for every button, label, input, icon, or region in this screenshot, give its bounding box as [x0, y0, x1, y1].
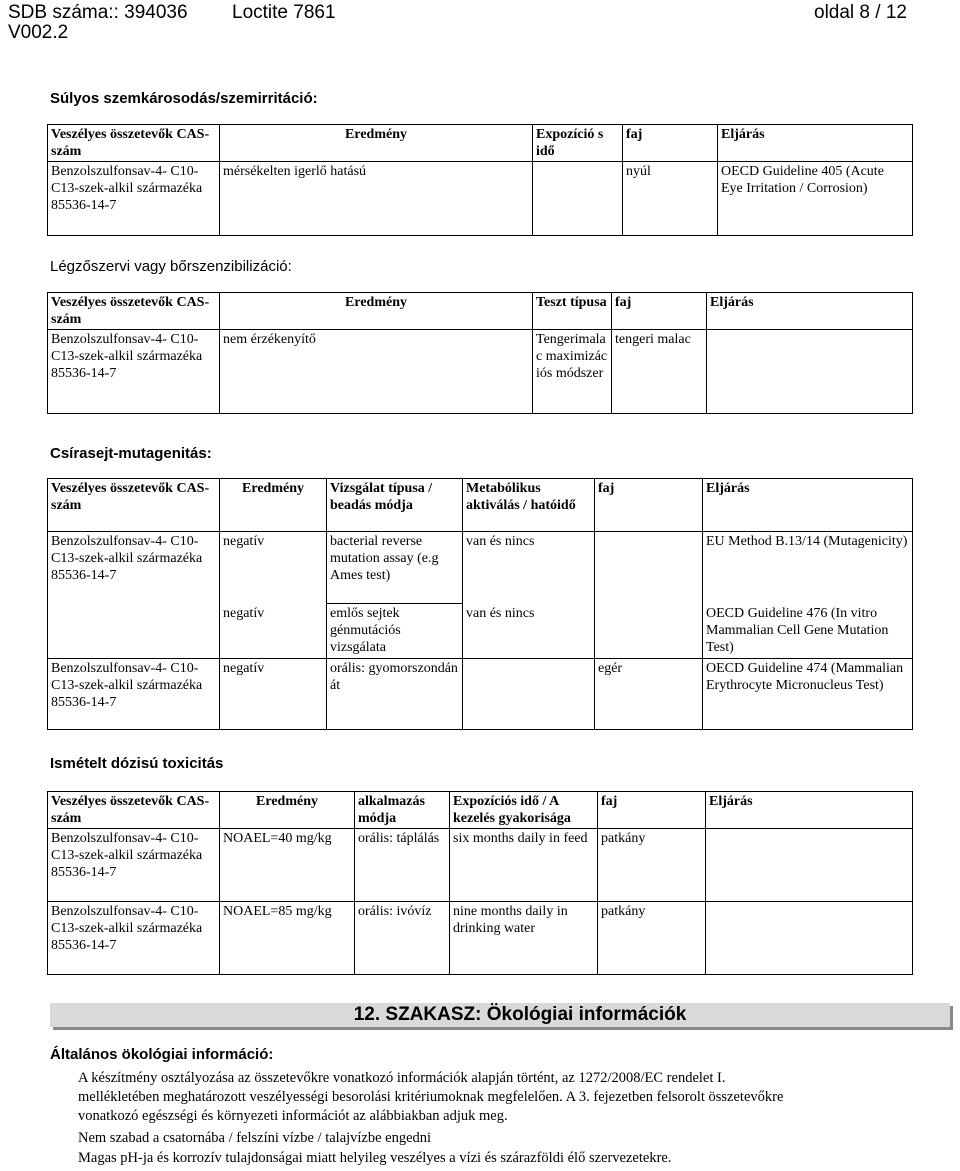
col-header: Eljárás — [718, 125, 913, 162]
result-cell: negatív — [220, 659, 327, 730]
repeated-dose-table — [47, 791, 913, 975]
table-row — [48, 829, 913, 902]
substance-cell: Benzolszulfonsav-4- C10-C13-szek-alkil származéka 85536-14-7 — [48, 532, 220, 604]
method-cell — [707, 330, 913, 414]
table-row — [48, 330, 913, 414]
table-header-row — [48, 125, 913, 162]
substance-cell: Benzolszulfonsav-4- C10-C13-szek-alkil származéka 85536-14-7 — [48, 902, 220, 975]
col-header: Eredmény — [220, 792, 355, 829]
repeated-dose-title: Ismételt dózisú toxicitás — [50, 755, 224, 772]
col-header: Metabólikus aktiválás / hatóidő — [463, 479, 595, 532]
exposure-cell: six months daily in feed — [450, 829, 598, 902]
general-eco-line: mellékletében meghatározott veszélyességi besorolási kritériumoknak megfelelően. A 3. fejezetben felsorolt összetevőkre — [78, 1089, 784, 1105]
method-cell: OECD Guideline 476 (In vitro Mammalian Cell Gene Mutation Test) — [703, 604, 913, 659]
general-eco-line: Nem szabad a csatornába / felszíni vízbe / talajvízbe engedni — [78, 1130, 432, 1146]
col-header: Vizsgálat típusa / beadás módja — [327, 479, 463, 532]
col-header: Eljárás — [706, 792, 913, 829]
col-header: Expozíció s idő — [533, 125, 623, 162]
species-cell: patkány — [598, 829, 706, 902]
test-cell: emlős sejtek génmutációs vizsgálata — [327, 604, 463, 659]
table-header-row — [48, 792, 913, 829]
method-cell — [706, 829, 913, 902]
table-header-row — [48, 479, 913, 532]
version: V002.2 — [8, 22, 69, 43]
substance-cell — [48, 604, 220, 659]
species-cell: tengeri malac — [612, 330, 707, 414]
exposure-cell: nine months daily in drinking water — [450, 902, 598, 975]
test-cell: orális: gyomorszondán át — [327, 659, 463, 730]
col-header: alkalmazás módja — [355, 792, 450, 829]
table-row — [48, 604, 913, 659]
sensitization-title: Légzőszervi vagy bőrszenzibilizáció: — [50, 258, 292, 275]
species-cell — [595, 604, 703, 659]
page-header — [0, 0, 960, 44]
species-cell — [595, 532, 703, 604]
col-header: faj — [612, 293, 707, 330]
section-12-banner — [50, 1003, 950, 1027]
result-cell: NOAEL=85 mg/kg — [220, 902, 355, 975]
result-cell: NOAEL=40 mg/kg — [220, 829, 355, 902]
substance-cell: Benzolszulfonsav-4- C10-C13-szek-alkil származéka 85536-14-7 — [48, 829, 220, 902]
table-row — [48, 162, 913, 236]
species-cell: nyúl — [623, 162, 718, 236]
col-header: Eredmény — [220, 293, 533, 330]
substance-cell: Benzolszulfonsav-4- C10-C13-szek-alkil származéka 85536-14-7 — [48, 162, 220, 236]
eye-irritation-title: Súlyos szemkárosodás/szemirritáció: — [50, 90, 318, 107]
species-cell: patkány — [598, 902, 706, 975]
result-cell: nem érzékenyítő — [220, 330, 533, 414]
general-eco-line: Magas pH-ja és korrozív tulajdonságai miatt helyileg veszélyes a vízi és szárazföldi élő szervezetekre. — [78, 1150, 672, 1166]
sds-number: SDB száma:: 394036 — [8, 2, 188, 23]
exposure-cell — [533, 162, 623, 236]
result-cell: mérsékelten igerlő hatású — [220, 162, 533, 236]
test-type-cell: Tengerimalac maximizációs módszer — [533, 330, 612, 414]
method-cell: OECD Guideline 474 (Mammalian Erythrocyte Micronucleus Test) — [703, 659, 913, 730]
table-header-row — [48, 293, 913, 330]
product-name: Loctite 7861 — [232, 2, 336, 23]
col-header: Veszélyes összetevők CAS-szám — [48, 293, 220, 330]
table-row — [48, 659, 913, 730]
table-row — [48, 902, 913, 975]
col-header: Expozíciós idő / A kezelés gyakorisága — [450, 792, 598, 829]
col-header: Teszt típusa — [533, 293, 612, 330]
col-header: Eredmény — [220, 479, 327, 532]
route-cell: orális: ivóvíz — [355, 902, 450, 975]
method-cell: OECD Guideline 405 (Acute Eye Irritation / Corrosion) — [718, 162, 913, 236]
col-header: faj — [623, 125, 718, 162]
section-12-title: 12. SZAKASZ: Ökológiai információk — [353, 1004, 687, 1025]
col-header: Veszélyes összetevők CAS-szám — [48, 125, 220, 162]
general-eco-line: A készítmény osztályozása az összetevőkre vonatkozó információk alapján történt, az 1272/2008/EC rendelet I. — [78, 1070, 726, 1086]
general-eco-info-title: Általános ökológiai információ: — [50, 1046, 274, 1063]
method-cell: EU Method B.13/14 (Mutagenicity) — [703, 532, 913, 604]
general-eco-line: vonatkozó egészségi és környezeti információt az alábbiakban adjuk meg. — [78, 1108, 508, 1124]
eye-irritation-table — [47, 124, 913, 236]
route-cell: orális: táplálás — [355, 829, 450, 902]
substance-cell: Benzolszulfonsav-4- C10-C13-szek-alkil származéka 85536-14-7 — [48, 659, 220, 730]
activation-cell: van és nincs — [463, 604, 595, 659]
result-cell: negatív — [220, 604, 327, 659]
col-header: Eljárás — [703, 479, 913, 532]
test-cell: bacterial reverse mutation assay (e.g Ames test) — [327, 532, 463, 604]
col-header: faj — [595, 479, 703, 532]
col-header: Eredmény — [220, 125, 533, 162]
substance-cell: Benzolszulfonsav-4- C10-C13-szek-alkil származéka 85536-14-7 — [48, 330, 220, 414]
table-row — [48, 532, 913, 604]
result-cell: negatív — [220, 532, 327, 604]
col-header: faj — [598, 792, 706, 829]
method-cell — [706, 902, 913, 975]
mutagenicity-table — [47, 478, 913, 730]
col-header: Veszélyes összetevők CAS-szám — [48, 792, 220, 829]
col-header: Veszélyes összetevők CAS-szám — [48, 479, 220, 532]
mutagenicity-title: Csírasejt-mutagenitás: — [50, 445, 212, 462]
sensitization-table — [47, 292, 913, 414]
col-header: Eljárás — [707, 293, 913, 330]
page-number: oldal 8 / 12 — [814, 2, 907, 23]
activation-cell: van és nincs — [463, 532, 595, 604]
species-cell: egér — [595, 659, 703, 730]
activation-cell — [463, 659, 595, 730]
